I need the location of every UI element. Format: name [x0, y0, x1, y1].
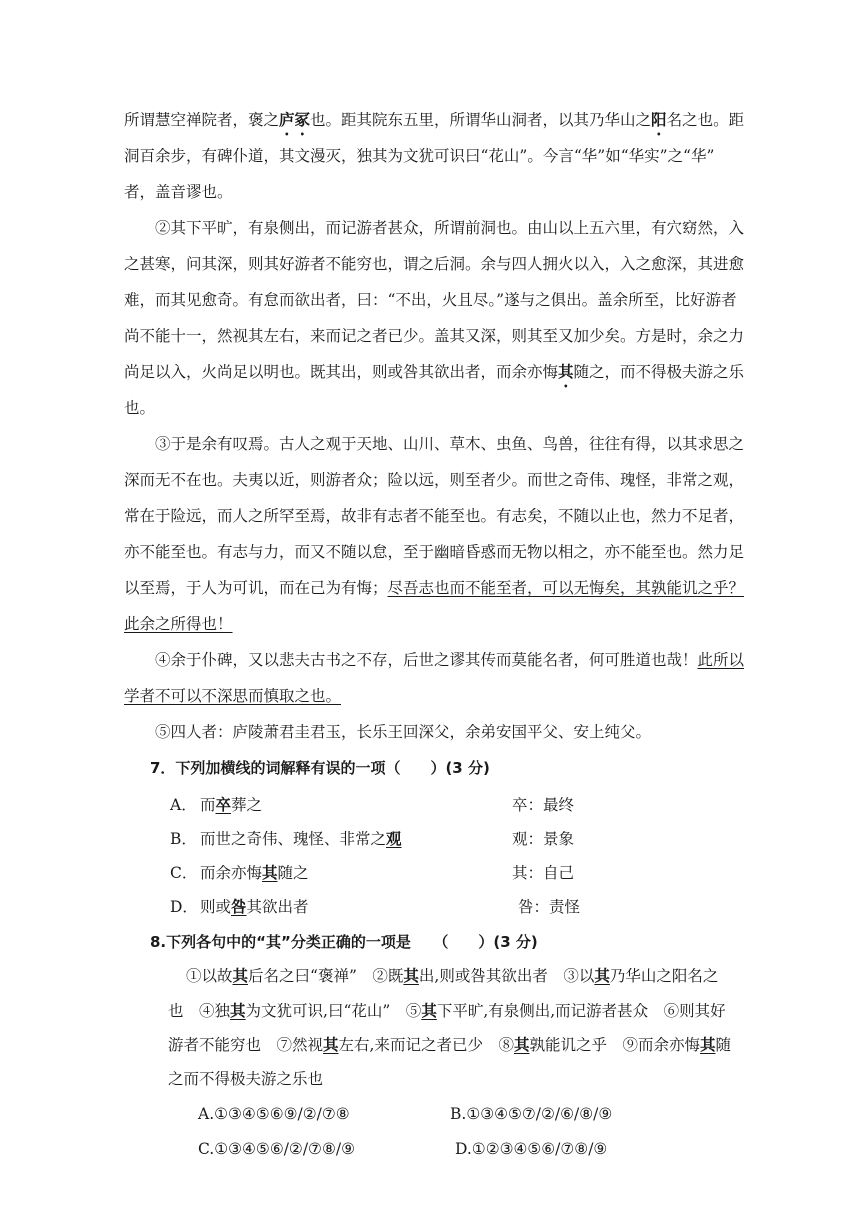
passage-line: 常在于险远，而人之所罕至焉，故非有志者不能至也。有志矣，不随以止也，然力不足者， — [124, 507, 745, 525]
passage-line — [155, 650, 744, 670]
underlined-keyword: 其 — [513, 1035, 530, 1054]
text-run: 也 ④独 — [168, 1002, 231, 1020]
text-run: 游者不能穷也 ⑦然视 — [168, 1036, 324, 1054]
text-run: 而世之奇伟、瑰怪、非常之 — [200, 830, 387, 848]
option-letter: D． — [170, 898, 198, 916]
emphasized-word: 阳 — [651, 110, 667, 129]
text-run: 随之，而不得极夫游之乐 — [573, 363, 745, 381]
text-run: ④余于仆碑，又以悲夫古书之不存，后世之谬其传而莫能名者，何可胜道也哉！ — [155, 651, 698, 669]
q8-option-b: B.①③④⑤⑦/②/⑥/⑧/⑨ — [450, 1105, 613, 1123]
text-run: 孰能讥之乎 ⑨而余亦悔 — [529, 1036, 700, 1054]
text-run: 则或 — [200, 898, 232, 916]
passage-line — [124, 686, 341, 706]
passage-line: 深而无不在也。夫夷以近，则游者众；险以远，则至者少。而世之奇伟、瑰怪，非常之观， — [124, 471, 745, 489]
q8-option-a: A.①③④⑤⑥⑨/②/⑦⑧ — [198, 1105, 350, 1123]
q7-option-d — [170, 897, 309, 917]
text-run: 而余亦悔 — [200, 864, 263, 882]
underlined-keyword: 其 — [232, 966, 249, 985]
passage-line — [124, 110, 744, 139]
passage-line: 亦不能至也。有志与力，而又不随以怠，至于幽暗昏惑而无物以相之，亦不能至也。然力足 — [124, 543, 745, 561]
text-run: 随 — [715, 1036, 732, 1054]
q8-sentence-line — [168, 1001, 726, 1021]
text-run: 为文犹可识,曰“花山” ⑤ — [245, 1002, 422, 1020]
text-run: 下平旷,有泉侧出,而记游者甚众 ⑥则其好 — [436, 1002, 726, 1020]
option-letter: B． — [170, 830, 197, 848]
passage-line — [124, 614, 233, 634]
q8-option-d: D.①②③④⑤⑥/⑦⑧/⑨ — [455, 1140, 608, 1158]
q7-option-d-gloss: 咎：责怪 — [518, 898, 581, 916]
text-run: 所谓慧空禅院者，褒之 — [124, 111, 280, 129]
q7-option-c — [170, 863, 309, 883]
text-run: 随之 — [277, 864, 309, 882]
question-8-stem: 8.下列各句中的“其”分类正确的一项是 （ ）(3 分) — [150, 933, 538, 951]
underlined-keyword: 其 — [700, 1035, 716, 1054]
q8-sentence-line — [168, 1035, 731, 1055]
passage-line: 者，盖音谬也。 — [124, 183, 233, 201]
q7-option-a-gloss: 卒：最终 — [512, 796, 575, 814]
question-7-stem: 7．下列加横线的词解释有误的一项（ ）(3 分) — [150, 759, 490, 777]
underlined-sentence: 此余之所得也！ — [124, 615, 233, 633]
underlined-sentence: 学者不可以不深思而慎取之也。 — [124, 687, 342, 705]
underlined-keyword: 其 — [230, 1001, 246, 1020]
underlined-keyword: 其 — [323, 1035, 339, 1054]
emphasized-word: 庐冢 — [279, 110, 311, 129]
text-run: 也。距其院东五里，所谓华山洞者，以其乃华山之 — [310, 111, 652, 129]
passage-line: 尚不能十一，然视其左右，来而记之者已少。盖其又深，则其至又加少矣。方是时，余之力 — [124, 327, 745, 345]
passage-line: 也。 — [124, 399, 156, 417]
underlined-keyword: 咎 — [231, 897, 247, 916]
underlined-keyword: 其 — [421, 1001, 437, 1020]
q8-sentence-line — [186, 966, 718, 986]
underlined-keyword: 其 — [403, 966, 419, 985]
text-run: 出,则或咎其欲出者 ③以 — [418, 967, 595, 985]
text-run: 左右,来而记之者已少 ⑧ — [338, 1036, 514, 1054]
passage-line: ②其下平旷，有泉侧出，而记游者甚众，所谓前洞也。由山以上五六里，有穴窈然，入 — [155, 219, 745, 237]
passage-line: ③于是余有叹焉。古人之观于天地、山川、草木、虫鱼、鸟兽，往往有得，以其求思之 — [155, 435, 745, 453]
passage-line — [124, 578, 744, 598]
underlined-keyword: 卒 — [215, 795, 232, 814]
passage-line: 难，而其见愈奇。有怠而欲出者，曰：“不出，火且尽。”遂与之俱出。盖余所至，比好游者 — [124, 291, 737, 309]
option-letter: A． — [170, 796, 197, 814]
q8-option-c: C.①③④⑤⑥/②/⑦⑧/⑨ — [198, 1140, 355, 1158]
underlined-keyword: 其 — [594, 966, 610, 985]
underlined-sentence: 此所以 — [697, 651, 745, 669]
text-run: 尚足以入，火尚足以明也。既其出，则或咎其欲出者，而余亦悔 — [124, 363, 559, 381]
passage-line: ⑤四人者：庐陵萧君圭君玉，长乐王回深父，余弟安国平父、安上纯父。 — [155, 723, 652, 741]
q8-sentence-line: 之而不得极夫游之乐也 — [168, 1070, 324, 1088]
text-run: 其欲出者 — [246, 898, 309, 916]
option-letter: C． — [170, 864, 198, 882]
passage-line — [124, 362, 744, 391]
underlined-keyword: 其 — [262, 863, 278, 882]
text-run: 以至焉，于人为可讥，而在己为有悔； — [124, 579, 388, 597]
text-run: 乃华山之阳名之 — [609, 967, 719, 985]
text-run: ①以故 — [186, 967, 233, 985]
text-run: 而 — [200, 796, 216, 814]
text-run: 名之也。距 — [666, 111, 745, 129]
q7-option-a — [170, 795, 262, 815]
q7-option-c-gloss: 其：自己 — [512, 864, 575, 882]
passage-line: 洞百余步，有碑仆道，其文漫灭，独其为文犹可识曰“花山”。今言“华”如“华实”之“华” — [124, 147, 715, 165]
underlined-keyword: 观 — [386, 829, 402, 848]
passage-line: 之甚寒，问其深，则其好游者不能穷也，谓之后洞。余与四人拥火以入，入之愈深，其进愈 — [124, 255, 745, 273]
q7-option-b — [170, 829, 402, 849]
underlined-sentence: 尽吾志也而不能至者，可以无悔矣，其孰能讥之乎？ — [387, 579, 745, 597]
emphasized-word: 其 — [558, 362, 574, 381]
text-run: 葬之 — [231, 796, 263, 814]
text-run: 后名之曰“褒禅” ②既 — [248, 967, 404, 985]
q7-option-b-gloss: 观：景象 — [512, 830, 575, 848]
